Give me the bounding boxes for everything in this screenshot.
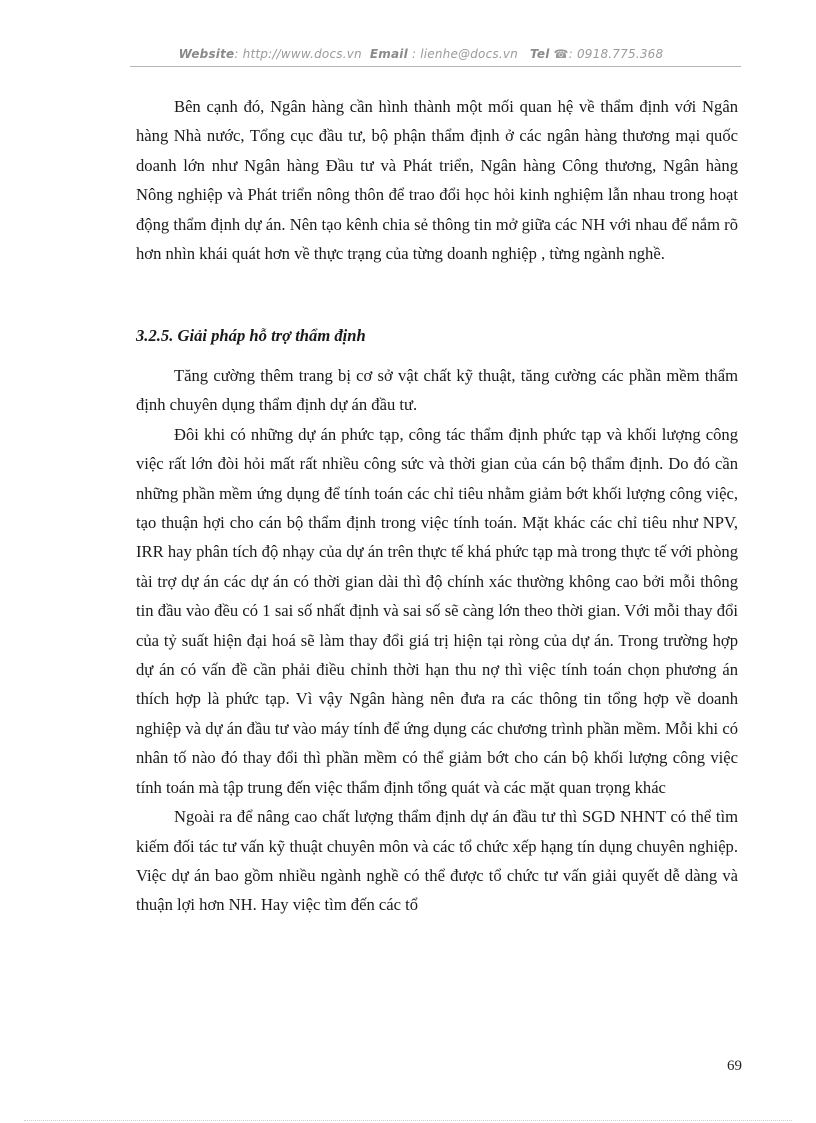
section-heading: 3.2.5. Giải pháp hỗ trợ thẩm định [136,326,366,345]
page-header [100,47,742,61]
tel-value: ☎: 0918.775.368 [553,47,664,61]
website-value: : http://www.docs.vn [234,47,362,61]
footer-divider [24,1120,792,1121]
header-divider [130,66,741,67]
website-label: Website [178,47,235,61]
tel-label: Tel [530,47,550,61]
section-paragraph-1: Tăng cường thêm trang bị cơ sở vật chất kỹ thuật, tăng cường các phần mềm thẩm định chuyên dụng thẩm định dự án đầu tư. [136,366,738,415]
section-paragraph-3: Ngoài ra để nâng cao chất lượng thẩm định dự án đầu tư thì SGD NHNT có thể tìm kiếm đối tác tư vấn kỹ thuật chuyên môn và các tổ chức xếp hạng tín dụng chuyên nghiệp. Việc dự án bao gồm nhiều ngành nghề có thể được tổ chức tư vấn giải quyết dễ dàng và thuận lợi hơn NH. Hay việc tìm đến các tổ [136,807,738,915]
page-number: 69 [727,1058,742,1074]
email-label: Email [369,47,408,61]
intro-block [136,92,738,268]
email-value: : lienhe@docs.vn [411,47,518,61]
section-paragraph-2: Đôi khi có những dự án phức tạp, công tác thẩm định phức tạp và khối lượng công việc rất lớn đòi hỏi mất rất nhiều công sức và thời gian của cán bộ thẩm định. Do đó cần những phần mềm ứng dụng để tính toán các chỉ tiêu nhằm giảm bớt khối lượng công việc, tạo thuận hợi cho cán bộ thẩm định trong việc tính toán. Mặt khác các chỉ tiêu như NPV, IRR hay phân tích độ nhạy của dự án trên thực tế khá phức tạp mà trong thực tế với phòng tài trợ dự án các dự án có thời gian dài thì độ chính xác thường không cao bởi mỗi thông tin đầu vào đều có 1 sai số nhất định và sai số sẽ càng lớn theo thời gian. Với mỗi thay đổi của tỷ suất hiện đại hoá sẽ làm thay đổi giá trị hiện tại ròng của dự án. Trong trường hợp dự án có vấn đề cần phải điều chỉnh thời hạn thu nợ thì việc tính toán chọn phương án thích hợp là phức tạp. Vì vậy Ngân hàng nên đưa ra các thông tin tổng hợp về doanh nghiệp và dự án đầu tư vào máy tính để ứng dụng các chương trình phần mềm. Mỗi khi có nhân tố nào đó thay đổi thì phần mềm có thể giảm bớt cho cán bộ khối lượng công việc tính toán mà tập trung đến việc thẩm định tổng quát và các mặt quan trọng khác [136,424,738,797]
section-body [136,361,738,920]
intro-paragraph: Bên cạnh đó, Ngân hàng cần hình thành một mối quan hệ về thẩm định với Ngân hàng Nhà nước, Tổng cục đầu tư, bộ phận thẩm định ở các ngân hàng thương mại quốc doanh lớn như Ngân hàng Đầu tư và Phát triển, Ngân hàng Công thương, Ngân hàng Nông nghiệp và Phát triển nông thôn để trao đổi học hỏi kinh nghiệm lẫn nhau trong hoạt động thẩm định dự án. Nên tạo kênh chia sẻ thông tin mở giữa các NH với nhau để nắm rõ hơn nhìn khái quát hơn về thực trạng của từng doanh nghiệp , từng ngành nghề. [136,97,738,264]
